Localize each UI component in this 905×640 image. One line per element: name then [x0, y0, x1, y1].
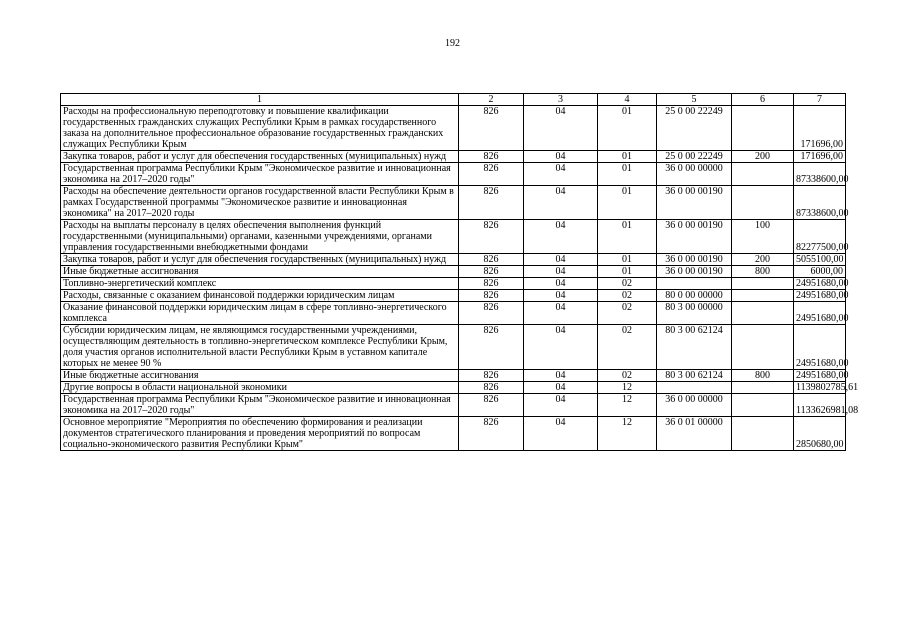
expense-type-code [732, 325, 794, 370]
item-name: Оказание финансовой поддержки юридическим лицам в сфере топливно-энергетического комплекса [61, 302, 459, 325]
section-code: 04 [524, 302, 598, 325]
subsection-code: 02 [598, 278, 657, 290]
header-cell: 1 [61, 94, 459, 106]
expense-type-code: 800 [732, 266, 794, 278]
ministry-code: 826 [459, 106, 524, 151]
amount: 24951680,00 [794, 290, 846, 302]
expense-type-code [732, 278, 794, 290]
amount: 87338600,00 [794, 163, 846, 186]
ministry-code: 826 [459, 290, 524, 302]
target-article-code: 36 0 00 00190 [657, 186, 732, 220]
expense-type-code [732, 302, 794, 325]
expense-type-code [732, 394, 794, 417]
amount: 2850680,00 [794, 417, 846, 451]
ministry-code: 826 [459, 382, 524, 394]
table-row [61, 106, 846, 151]
table-row [61, 254, 846, 266]
section-code: 04 [524, 370, 598, 382]
header-cell: 7 [794, 94, 846, 106]
table-row [61, 394, 846, 417]
section-code: 04 [524, 220, 598, 254]
table-row [61, 417, 846, 451]
expense-type-code [732, 106, 794, 151]
amount: 24951680,00 [794, 278, 846, 290]
section-code: 04 [524, 325, 598, 370]
table-row [61, 186, 846, 220]
ministry-code: 826 [459, 186, 524, 220]
subsection-code: 01 [598, 254, 657, 266]
subsection-code: 02 [598, 325, 657, 370]
section-code: 04 [524, 278, 598, 290]
expense-type-code [732, 290, 794, 302]
item-name: Другие вопросы в области национальной экономики [61, 382, 459, 394]
expense-type-code [732, 382, 794, 394]
item-name: Закупка товаров, работ и услуг для обеспечения государственных (муниципальных) нужд [61, 254, 459, 266]
section-code: 04 [524, 382, 598, 394]
amount: 6000,00 [794, 266, 846, 278]
expense-type-code: 200 [732, 151, 794, 163]
header-cell: 4 [598, 94, 657, 106]
subsection-code: 01 [598, 106, 657, 151]
subsection-code: 12 [598, 417, 657, 451]
ministry-code: 826 [459, 254, 524, 266]
section-code: 04 [524, 151, 598, 163]
target-article-code: 36 0 00 00000 [657, 394, 732, 417]
amount: 1133626981,08 [794, 394, 846, 417]
ministry-code: 826 [459, 302, 524, 325]
table-row [61, 370, 846, 382]
ministry-code: 826 [459, 266, 524, 278]
amount: 24951680,00 [794, 302, 846, 325]
expense-type-code [732, 417, 794, 451]
ministry-code: 826 [459, 325, 524, 370]
ministry-code: 826 [459, 151, 524, 163]
ministry-code: 826 [459, 220, 524, 254]
header-cell: 2 [459, 94, 524, 106]
section-code: 04 [524, 163, 598, 186]
section-code: 04 [524, 254, 598, 266]
subsection-code: 01 [598, 186, 657, 220]
item-name: Государственная программа Республики Крым "Экономическое развитие и инновационная экономика на 2017–2020 годы" [61, 163, 459, 186]
item-name: Субсидии юридическим лицам, не являющимся государственными учреждениями, осуществляющим деятельность в топливно-энергетическом комплексе Республики Крым, доля участия органов исполнительной власти Республики Крым в уставном капитале которых не менее 90 % [61, 325, 459, 370]
table-row [61, 278, 846, 290]
ministry-code: 826 [459, 370, 524, 382]
table-row [61, 151, 846, 163]
target-article-code: 36 0 00 00190 [657, 220, 732, 254]
item-name: Расходы на профессиональную переподготовку и повышение квалификации государственных гражданских служащих Республики Крым в рамках государственного заказа на дополнительное профессиональное образование государственных гражданских служащих Республики Крым [61, 106, 459, 151]
amount: 82277500,00 [794, 220, 846, 254]
table-row [61, 290, 846, 302]
header-row [61, 94, 846, 106]
table-row [61, 220, 846, 254]
amount: 24951680,00 [794, 325, 846, 370]
expense-type-code [732, 186, 794, 220]
target-article-code [657, 382, 732, 394]
amount: 1139802785,61 [794, 382, 846, 394]
target-article-code: 36 0 01 00000 [657, 417, 732, 451]
target-article-code: 36 0 00 00000 [657, 163, 732, 186]
ministry-code: 826 [459, 163, 524, 186]
header-cell: 3 [524, 94, 598, 106]
target-article-code: 36 0 00 00190 [657, 266, 732, 278]
expense-type-code: 800 [732, 370, 794, 382]
target-article-code: 25 0 00 22249 [657, 106, 732, 151]
target-article-code: 36 0 00 00190 [657, 254, 732, 266]
subsection-code: 02 [598, 302, 657, 325]
target-article-code [657, 278, 732, 290]
target-article-code: 25 0 00 22249 [657, 151, 732, 163]
table-body [61, 106, 859, 451]
subsection-code: 02 [598, 370, 657, 382]
ministry-code: 826 [459, 417, 524, 451]
section-code: 04 [524, 394, 598, 417]
header-cell: 5 [657, 94, 732, 106]
item-name: Государственная программа Республики Крым "Экономическое развитие и инновационная экономика на 2017–2020 годы" [61, 394, 459, 417]
subsection-code: 12 [598, 394, 657, 417]
amount: 24951680,00 [794, 370, 846, 382]
ministry-code: 826 [459, 278, 524, 290]
subsection-code: 01 [598, 151, 657, 163]
budget-table [60, 93, 859, 451]
table-row [61, 302, 846, 325]
target-article-code: 80 3 00 00000 [657, 302, 732, 325]
section-code: 04 [524, 266, 598, 278]
item-name: Закупка товаров, работ и услуг для обеспечения государственных (муниципальных) нужд [61, 151, 459, 163]
amount: 171696,00 [794, 151, 846, 163]
item-name: Расходы, связанные с оказанием финансовой поддержки юридическим лицам [61, 290, 459, 302]
item-name: Расходы на выплаты персоналу в целях обеспечения выполнения функций государственными (муниципальными) органами, казенными учреждениями, органами управления государственными внебюджетными фондами [61, 220, 459, 254]
subsection-code: 02 [598, 290, 657, 302]
item-name: Иные бюджетные ассигнования [61, 266, 459, 278]
subsection-code: 01 [598, 220, 657, 254]
expense-type-code [732, 163, 794, 186]
target-article-code: 80 0 00 00000 [657, 290, 732, 302]
target-article-code: 80 3 00 62124 [657, 325, 732, 370]
amount: 5055100,00 [794, 254, 846, 266]
amount: 87338600,00 [794, 186, 846, 220]
expense-type-code: 200 [732, 254, 794, 266]
expense-type-code: 100 [732, 220, 794, 254]
page-number: 192 [445, 38, 460, 49]
section-code: 04 [524, 417, 598, 451]
subsection-code: 01 [598, 266, 657, 278]
section-code: 04 [524, 186, 598, 220]
section-code: 04 [524, 290, 598, 302]
subsection-code: 01 [598, 163, 657, 186]
item-name: Иные бюджетные ассигнования [61, 370, 459, 382]
item-name: Расходы на обеспечение деятельности органов государственной власти Республики Крым в рамках Государственной программы "Экономическое развитие и инновационная экономика" на 2017–2020 годы [61, 186, 459, 220]
section-code: 04 [524, 106, 598, 151]
item-name: Основное мероприятие "Мероприятия по обеспечению формирования и реализации документов стратегического планирования и проведения мероприятий по вопросам социально-экономического развития Республики Крым" [61, 417, 459, 451]
header-cell: 6 [732, 94, 794, 106]
ministry-code: 826 [459, 394, 524, 417]
item-name: Топливно-энергетический комплекс [61, 278, 459, 290]
table-row [61, 325, 846, 370]
amount: 171696,00 [794, 106, 846, 151]
target-article-code: 80 3 00 62124 [657, 370, 732, 382]
table-row [61, 382, 846, 394]
subsection-code: 12 [598, 382, 657, 394]
table-row [61, 163, 846, 186]
table-row [61, 266, 846, 278]
